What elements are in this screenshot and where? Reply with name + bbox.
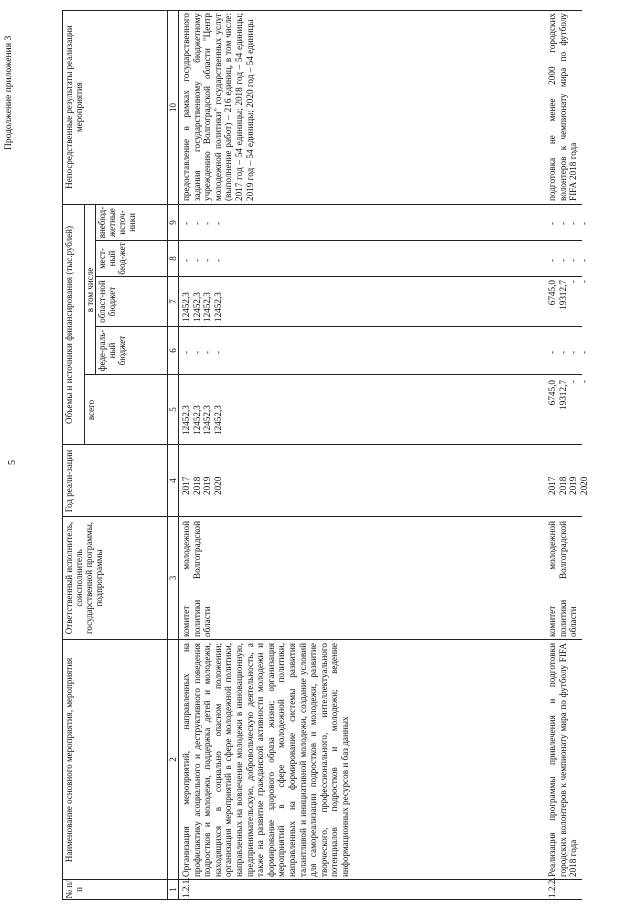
col-number: 2 [168, 757, 178, 762]
local-cell: - [202, 258, 213, 262]
federal-cell: - [212, 350, 223, 354]
row-name: Организация мероприятий, направленных на профилактику асоциального и деструктивного поведения подростков и молодежи, поддержка детей и молодежи, находящихся в социально опасном положении; организация мероприятий в сфере молодежной политики, направленных на вовлечение молодежи в инновационную, предпринимательскую, добровольческую деятельность, а также на развитие гражданской активности молодежи и формирование здорового образа жизни; организация мероприятий в сфере молодежной политики, направленных на формирование системы развития талантливой и инициативной молодежи, создание условий для самореализации подростков и молодежи, развитие творческого, профессионального, интеллектуального потенциалов подростков и молодежи; ведение информационных ресурсов и баз данных [181, 643, 350, 877]
grid-line [62, 879, 582, 880]
row-years [181, 455, 223, 495]
grid-line [62, 204, 582, 205]
col-number: 7 [168, 299, 178, 304]
regional-cell: - [568, 280, 579, 284]
offbudget-cell: - [547, 221, 557, 225]
row-local [181, 247, 223, 262]
row-regional [547, 280, 589, 322]
federal-cell: - [568, 350, 579, 354]
grid-line [62, 899, 582, 900]
offbudget-cell: - [578, 221, 589, 225]
local-cell: - [181, 258, 191, 262]
row-results: предоставление в рамках государственного задания государственному бюджетному учреждению Волгоградской области "Центр молодежной политики" государственных услуг (выполнение работ) – 216 единиц, в том числе: 2017 год – 54 единицы; 2018 год – 54 единицы; 2019 год – 54 единицы; 2020 год – 54 единицы [181, 13, 255, 201]
offbudget-cell: - [212, 221, 223, 225]
col-number: 9 [168, 220, 178, 225]
federal-cell: - [181, 350, 191, 354]
col-number: 1 [168, 887, 178, 892]
year-cell: 2020 [578, 476, 589, 495]
total-cell: 6745,0 [547, 380, 557, 406]
row-name: Реализация программы привлечения и подготовки городских волонтеров к чемпионату мира по футболу FIFA 2018 года [547, 643, 579, 877]
year-cell: 2020 [212, 476, 223, 495]
continuation-note: Продолжение приложения 3 [4, 35, 14, 150]
row-local [547, 247, 589, 262]
federal-cell: - [202, 350, 213, 354]
row-federal [181, 334, 223, 354]
header-funding: Объемы и источники финансирования (тыс.рублей) [64, 226, 74, 424]
grid-line [62, 639, 582, 640]
row-results: подготовка не менее 2000 городских волонтеров к чемпионату мира по футболу FIFA 2018 года [547, 13, 579, 201]
grid-line [62, 516, 582, 517]
regional-cell: 12452,3 [202, 292, 213, 322]
header-incl: в том числе [85, 267, 95, 313]
federal-cell: - [578, 350, 589, 354]
local-cell: - [212, 258, 223, 262]
offbudget-cell: - [557, 221, 568, 225]
regional-cell: 12452,3 [212, 292, 223, 322]
total-cell: - [568, 380, 579, 384]
grid-line [62, 444, 582, 445]
col-number: 3 [168, 575, 178, 581]
col-number: 10 [168, 103, 178, 112]
header-results: Непосредственные результаты реализации мероприятия [64, 25, 84, 189]
offbudget-cell: - [191, 221, 202, 225]
total-cell: 12452,3 [202, 405, 213, 435]
row-number: 1.2.1. [181, 877, 191, 898]
offbudget-cell: - [568, 221, 579, 225]
regional-cell: 12452,3 [181, 292, 191, 322]
header-no: № п/п [64, 880, 84, 899]
local-cell: - [568, 258, 579, 262]
row-federal [547, 334, 589, 354]
total-cell: - [578, 380, 589, 384]
year-cell: 2019 [202, 476, 213, 495]
row-responsible: комитет молодежной политики Волгоградской области [181, 521, 213, 637]
header-offbudget: внебюд-жетные источ-ники [97, 206, 137, 239]
regional-cell: 19312,7 [557, 280, 568, 310]
col-number: 6 [168, 348, 178, 353]
header-regional: област-ной бюджет [97, 280, 117, 323]
page-number: 5 [7, 460, 18, 465]
col-number: 4 [168, 478, 178, 483]
grid-line [62, 10, 582, 11]
grid-line [95, 205, 96, 375]
grid-line [62, 10, 63, 900]
grid-line [84, 374, 582, 375]
federal-cell: - [557, 350, 568, 354]
federal-cell: - [191, 350, 202, 354]
row-years [547, 455, 589, 495]
regional-cell: 6745,0 [547, 280, 557, 306]
grid-line [178, 10, 179, 900]
col-number: 5 [168, 407, 178, 412]
row-offbudget [547, 210, 589, 225]
header-total: всего [86, 399, 96, 421]
regional-cell: - [578, 280, 589, 284]
total-cell: 12452,3 [191, 405, 202, 435]
year-cell: 2017 [547, 476, 557, 495]
row-regional [181, 277, 223, 322]
local-cell: - [191, 258, 202, 262]
total-cell: 12452,3 [212, 405, 223, 435]
local-cell: - [547, 258, 557, 262]
local-cell: - [557, 258, 568, 262]
federal-cell: - [547, 350, 557, 354]
col-number: 8 [168, 256, 178, 261]
header-name: Наименование основного мероприятия, мероприятия [64, 657, 74, 863]
row-responsible: комитет молодежной политики Волгоградской области [547, 521, 579, 637]
total-cell: 19312,7 [557, 380, 568, 410]
year-cell: 2018 [191, 476, 202, 495]
year-cell: 2018 [557, 476, 568, 495]
offbudget-cell: - [181, 221, 191, 225]
header-year: Год реали-зации [64, 449, 74, 513]
header-responsible: Ответственный исполнитель, соисполнитель государственной программы, подпрограммы [64, 521, 104, 635]
header-federal: феде-раль-ный бюджет [97, 329, 127, 372]
row-offbudget [181, 210, 223, 225]
year-cell: 2017 [181, 476, 191, 495]
header-local: мест-ный бюд-жет [97, 242, 127, 275]
row-number: 1.2.2. [547, 877, 557, 898]
offbudget-cell: - [202, 221, 213, 225]
regional-cell: 12452,3 [191, 292, 202, 322]
row-total [547, 375, 589, 435]
local-cell: - [578, 258, 589, 262]
year-cell: 2019 [568, 476, 579, 495]
row-total [181, 380, 223, 435]
total-cell: 12452,3 [181, 405, 191, 435]
